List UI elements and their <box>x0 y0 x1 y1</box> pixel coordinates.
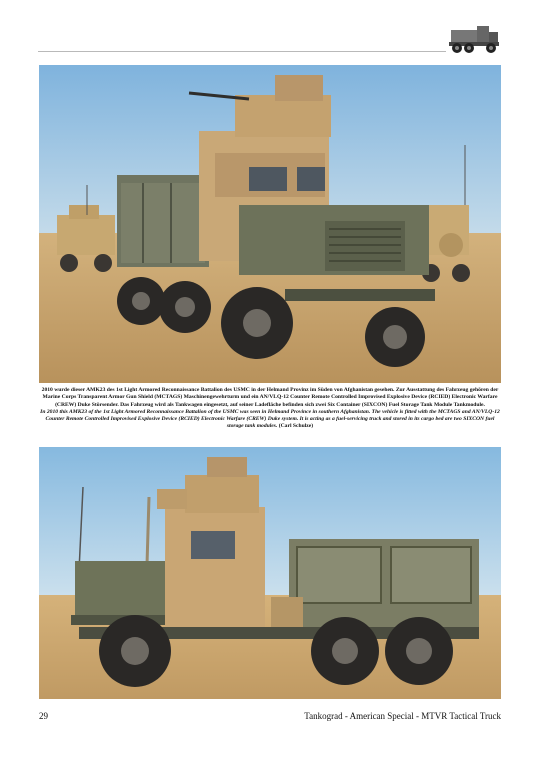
mtvr-tanker-side-photo <box>39 447 501 699</box>
photo-caption <box>40 387 500 431</box>
caption-english-text: In 2010 this AMK23 of the 1st Light Armored Reconnaissance Battalion of the USMC was seen in Helmand Province in southern Afghanistan. The vehicle is fitted with the MCTAGS and AN/VLQ-12 Counter Remote Controlled Improvised Explosive Device (RCIED) Electronic Warfare (CREW) Duke system. It is acting as a fuel-servicing truck and stored in its cargo bed are two SIXCON fuel storage tank modules. <box>40 408 500 430</box>
running-title: Tankograd - American Special - MTVR Tactical Truck <box>304 711 501 721</box>
caption-english <box>40 409 500 431</box>
caption-german: 2010 wurde dieser AMK23 des 1st Light Armored Reconnaissance Battalion des USMC in der Helmand Provinz im Süden von Afghanistan gesehen. Zur Ausstattung des Fahrzeug gehören der Marine Corps Transparent Armor Gun Shield (MCTAGS) Maschinengewehrturm und ein AN/VLQ-12 Counter Remote Controlled Improvised Explosive Device (RCIED) Electronic Warfare (CREW) Duke Störsender. Das Fahrzeug wird als Tankwagen eingesetzt, auf seiner Ladefläche befinden sich zwei Six Container (SIXCON) Fuel Storage Tank Module Tankmodule. <box>41 387 499 408</box>
photo-credit: (Carl Schulze) <box>278 423 314 430</box>
mtvr-tanker-front-photo <box>39 65 501 383</box>
header-rule <box>38 51 446 52</box>
page-number: 29 <box>39 711 48 721</box>
mtvr-truck-silhouette-icon <box>447 22 501 56</box>
